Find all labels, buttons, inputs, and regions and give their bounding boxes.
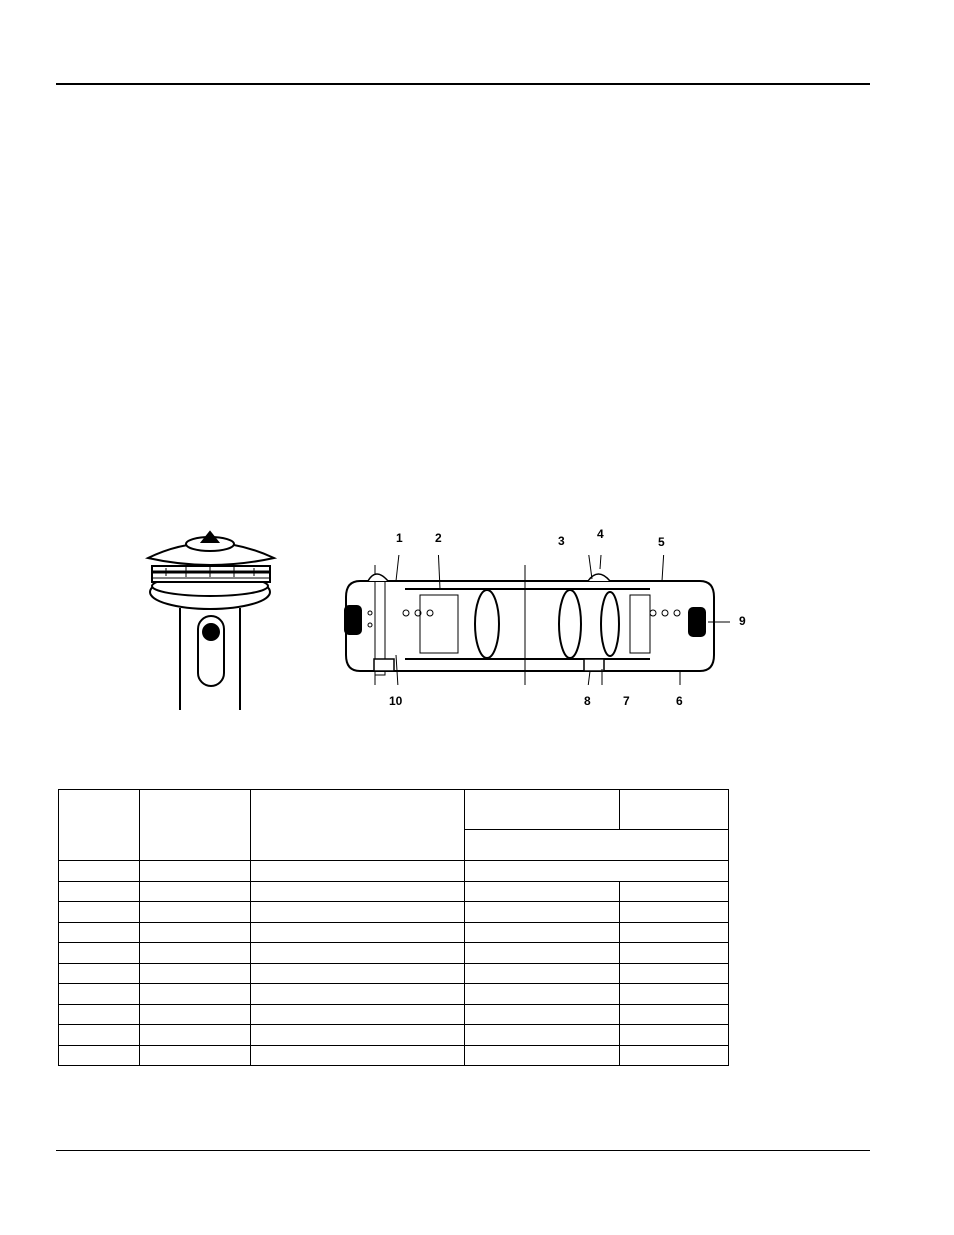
table-cell [140, 922, 251, 943]
table-cell [251, 1025, 465, 1046]
table-cell [140, 861, 251, 882]
table-cell [465, 943, 620, 964]
header-cell [465, 790, 620, 830]
sensor-cross-section-diagram [330, 555, 730, 685]
table-cell [465, 1045, 620, 1066]
table-cell [251, 861, 465, 882]
table-header-row [59, 790, 729, 830]
table-cell [59, 861, 140, 882]
table-cell [465, 1004, 620, 1025]
table-cell [251, 963, 465, 984]
footer-rule [56, 1150, 870, 1151]
table-cell [620, 881, 729, 902]
table-row [59, 922, 729, 943]
table-cell [465, 963, 620, 984]
callout-3: 3 [558, 534, 565, 548]
table-cell [465, 1025, 620, 1046]
table-row [59, 1004, 729, 1025]
table-row [59, 1025, 729, 1046]
header-cell [620, 790, 729, 830]
table-cell [140, 881, 251, 902]
table-cell [59, 984, 140, 1005]
table-cell [59, 1004, 140, 1025]
callout-4: 4 [597, 527, 604, 541]
header-cell [59, 790, 140, 861]
table-row [59, 861, 729, 882]
table-cell [620, 1004, 729, 1025]
header-cell [465, 830, 729, 861]
table-cell [59, 902, 140, 923]
table-row [59, 984, 729, 1005]
header-cell [140, 790, 251, 861]
table-cell [465, 902, 620, 923]
callout-1: 1 [396, 531, 403, 545]
table-cell [140, 1045, 251, 1066]
table-cell [251, 881, 465, 902]
table-row [59, 963, 729, 984]
table-cell [59, 963, 140, 984]
table-row [59, 943, 729, 964]
callout-7: 7 [623, 694, 630, 708]
table-cell [140, 943, 251, 964]
table-cell [140, 1004, 251, 1025]
table-cell [140, 902, 251, 923]
table-cell [465, 881, 620, 902]
table-cell [251, 1004, 465, 1025]
table-cell [251, 984, 465, 1005]
table-cell [59, 943, 140, 964]
table-row [59, 902, 729, 923]
callout-10: 10 [389, 694, 403, 708]
table-cell [251, 943, 465, 964]
table-cell [140, 984, 251, 1005]
table-cell [620, 1045, 729, 1066]
callout-9: 9 [739, 614, 746, 628]
table-cell [620, 902, 729, 923]
table-cell [465, 861, 729, 882]
table-cell [620, 984, 729, 1005]
table-cell [140, 1025, 251, 1046]
sensor-exterior-illustration [136, 520, 286, 712]
table-row [59, 1045, 729, 1066]
table-cell [59, 881, 140, 902]
callout-6: 6 [676, 694, 683, 708]
table-cell [620, 1025, 729, 1046]
table-cell [251, 1045, 465, 1066]
table-cell [465, 984, 620, 1005]
parts-table [58, 789, 729, 1066]
callout-2: 2 [435, 531, 442, 545]
callout-5: 5 [658, 535, 665, 549]
table-cell [140, 963, 251, 984]
table-cell [59, 922, 140, 943]
table-cell [251, 902, 465, 923]
table-cell [59, 1045, 140, 1066]
header-cell [251, 790, 465, 861]
table-cell [251, 922, 465, 943]
header-rule [56, 83, 870, 85]
table-cell [620, 963, 729, 984]
table-cell [620, 922, 729, 943]
table-cell [620, 943, 729, 964]
callout-8: 8 [584, 694, 591, 708]
table-cell [59, 1025, 140, 1046]
table-row [59, 881, 729, 902]
table-cell [465, 922, 620, 943]
